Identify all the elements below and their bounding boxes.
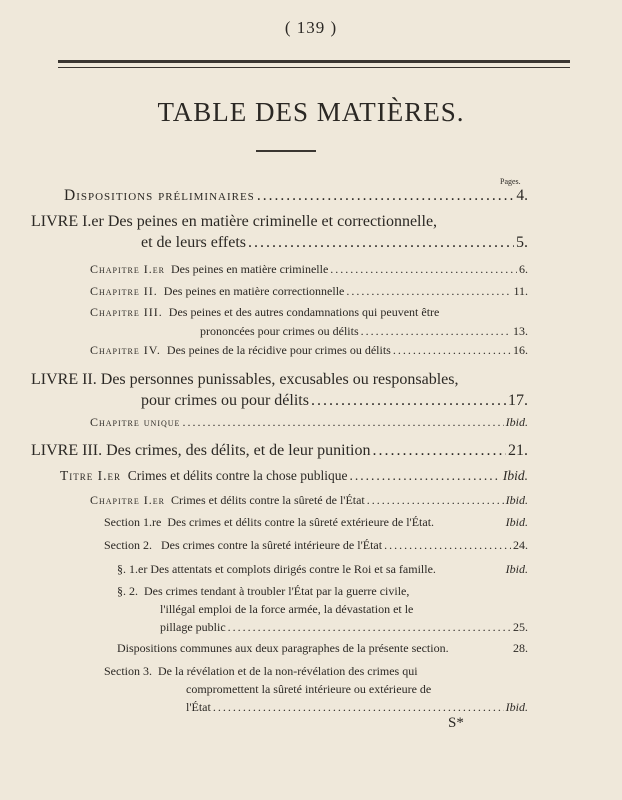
entry-text: Des peines et des autres condamnations qui peuvent être [168,305,440,319]
entry-page: 21. [508,442,528,459]
entry-text: Des crimes contre la sûreté intérieure de l'État [161,538,383,552]
entry-text: Des peines en matière correctionnelle [163,284,345,298]
entry-page: 11. [513,284,528,298]
toc-entry-chapitre-4 [90,343,528,358]
entry-page: 24. [513,538,528,552]
entry-text: Des crimes, des délits, et de leur punition [106,442,371,459]
entry-head: LIVRE II. [31,371,97,388]
toc-entry-section-1 [104,515,528,530]
entry-text-cont: l'État [186,700,211,714]
header-rule-thick [58,60,570,63]
toc-entry-livre-1 [31,213,528,252]
leader-dots [384,538,511,553]
leader-dots [346,284,511,299]
entry-label: Chapitre unique [90,415,181,429]
entry-head: §. 1.er [117,562,148,576]
entry-page: 6. [519,262,528,276]
toc-entry-dispositions [64,187,528,205]
toc-entry-chapitre-2 [90,284,528,299]
toc-entry-paragraph-2 [117,584,528,635]
leader-dots [248,234,514,252]
entry-head: Chapitre III. [90,305,163,319]
title-divider [256,150,316,152]
entry-label: Dispositions préliminaires [64,187,255,204]
entry-head: Chapitre II. [90,284,158,298]
entry-text-cont: l'illégal emploi de la force armée, la dévastation et le [160,602,414,616]
toc-entry-paragraph-1 [117,562,528,577]
entry-head: Chapitre I.er [90,493,165,507]
toc-entry-livre-3 [31,442,528,460]
entry-head: LIVRE I.er [31,213,104,230]
entry-text: Des peines de la récidive pour crimes ou délits [166,343,391,357]
leader-dots [213,700,504,715]
entry-text: Dispositions communes aux deux paragraphes de la présente section. [117,641,449,655]
leader-dots [330,262,517,277]
entry-page: 28. [513,641,528,655]
entry-page: Ibid. [505,415,528,429]
leader-dots [367,493,504,508]
entry-head: Section 1.re [104,515,162,529]
entry-page: Ibid. [505,562,528,576]
entry-head: Section 3. [104,664,152,678]
entry-text: Crimes et délits contre la chose publique [127,468,348,483]
leader-dots [372,442,506,460]
entry-text-cont: et de leurs effets [141,234,246,251]
entry-text: Des peines en matière criminelle [171,262,329,276]
toc-entry-section-3 [104,664,528,715]
toc-entry-chapitre-1 [90,262,528,277]
leader-dots [361,324,511,339]
entry-text: Des peines en matière criminelle et correctionnelle, [107,213,438,230]
entry-page: Ibid. [505,493,528,507]
toc-entry-dispositions-communes [117,641,528,656]
toc-entry-chapitre-3 [90,305,528,339]
toc-entry-chapitre-unique [90,415,528,430]
entry-text: Des crimes tendant à troubler l'État par la guerre civile, [144,584,410,598]
entry-text-cont: pour crimes ou pour délits [141,392,309,409]
entry-page: Ibid. [505,700,528,714]
entry-text: Des attentats et complots dirigés contre le Roi et sa famille. [150,562,436,576]
entry-page: 4. [516,187,528,204]
leader-dots [311,392,506,410]
toc-entry-section-2 [104,538,528,553]
entry-text-cont: pillage public [160,620,226,634]
entry-page: 5. [516,234,528,251]
entry-text: De la révélation et de la non-révélation des crimes qui [158,664,418,678]
entry-head: Chapitre I.er [90,262,165,276]
page-title: TABLE DES MATIÈRES. [157,97,465,127]
leader-dots [257,187,515,205]
entry-head: Chapitre IV. [90,343,161,357]
entry-page: Ibid. [505,515,528,529]
entry-page: 25. [513,620,528,634]
entry-page: 13. [513,324,528,338]
leader-dots [182,415,503,430]
entry-text: Crimes et délits contre la sûreté de l'État [171,493,365,507]
leader-dots [349,468,500,484]
entry-text-cont: prononcées pour crimes ou délits [200,324,359,338]
toc-entry-chapitre-1-surete [90,493,528,508]
entry-text: Des personnes punissables, excusables ou responsables, [100,371,459,388]
entry-page: Ibid. [502,468,528,483]
entry-text: Des crimes et délits contre la sûreté extérieure de l'État. [167,515,435,529]
leader-dots [393,343,511,358]
header-rule-thin [58,67,570,68]
entry-page: 16. [513,343,528,357]
page-number: ( 139 ) [284,18,338,37]
entry-text-cont: compromettent la sûreté intérieure ou extérieure de [186,682,432,696]
entry-head: Titre I.er [60,468,121,483]
toc-entry-livre-2 [31,371,528,410]
leader-dots [228,620,511,635]
entry-head: §. 2. [117,584,138,598]
entry-head: Section 2. [104,538,152,552]
pages-column-header: Pages. [500,177,521,186]
entry-page: 17. [508,392,528,409]
entry-head: LIVRE III. [31,442,103,459]
signature-mark: S* [448,715,464,731]
toc-entry-titre-1 [60,468,528,484]
